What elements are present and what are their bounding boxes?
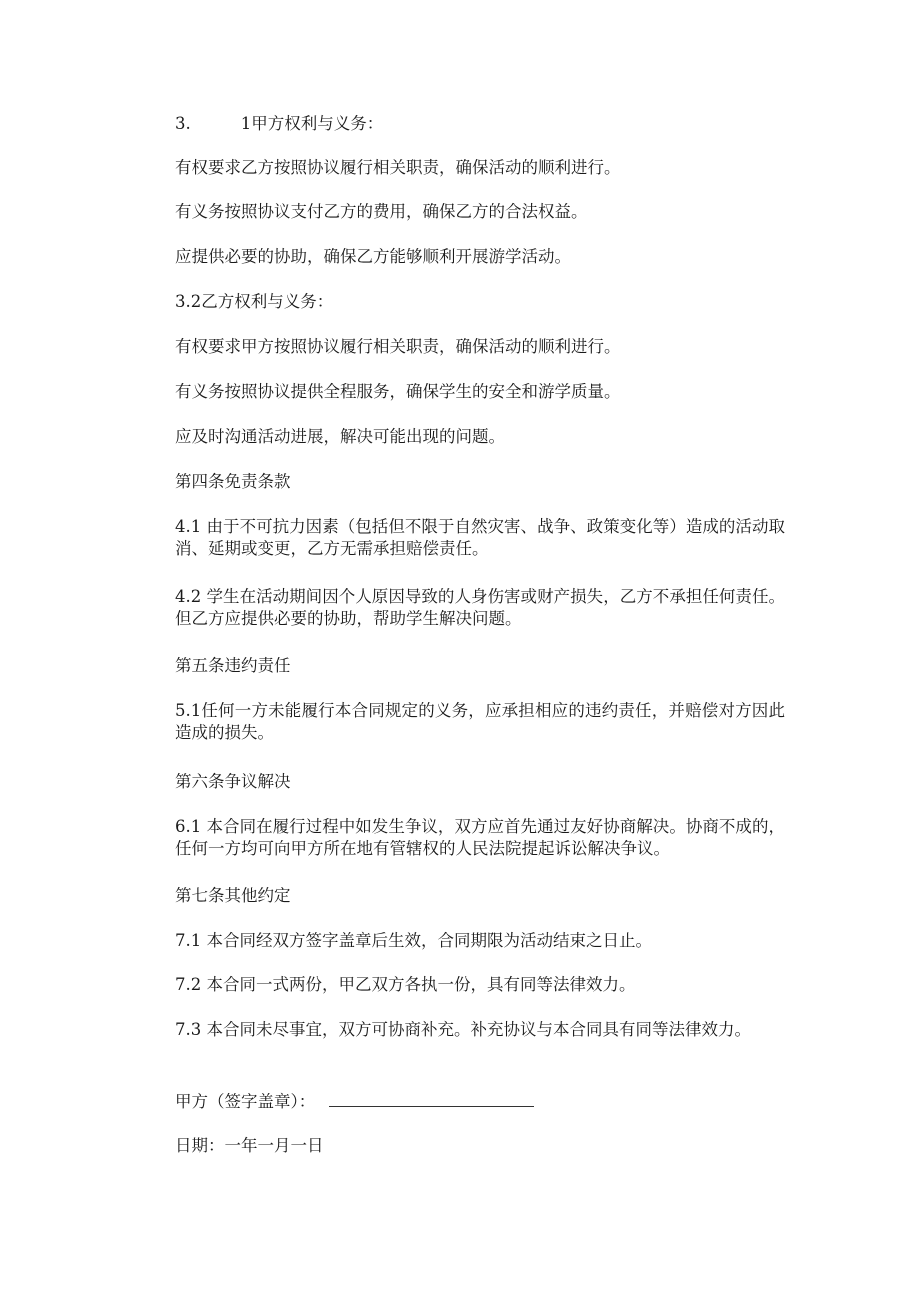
party-a-signature-label: 甲方（签字盖章）： xyxy=(175,1092,316,1111)
party-a-signature xyxy=(175,1091,534,1113)
section4-title: 第四条免责条款 xyxy=(175,472,291,491)
party-a-item: 有义务按照协议支付乙方的费用，确保乙方的合法权益。 xyxy=(175,202,588,221)
party-a-item: 应提供必要的协助，确保乙方能够顺利开展游学活动。 xyxy=(175,247,571,266)
party-b-item: 有权要求甲方按照协议履行相关职责，确保活动的顺利进行。 xyxy=(175,337,621,356)
section3-heading-text: 1甲方权利与义务： xyxy=(240,114,384,133)
section3-heading xyxy=(175,113,383,135)
section5-title: 第五条违约责任 xyxy=(175,656,291,675)
clause-7-2: 7.2 本合同一式两份，甲乙双方各执一份，具有同等法律效力。 xyxy=(175,975,636,994)
clause-6-1: 6.1 本合同在履行过程中如发生争议，双方应首先通过友好协商解决。协商不成的，任何一方均可向甲方所在地有管辖权的人民法院提起诉讼解决争议。 xyxy=(175,817,785,858)
section3-heading-number: 3. xyxy=(175,114,191,133)
clause-7-1: 7.1 本合同经双方签字盖章后生效，合同期限为活动结束之日止。 xyxy=(175,931,652,950)
clause-4-2: 4.2 学生在活动期间因个人原因导致的人身伤害或财产损失，乙方不承担任何责任。但乙方应提供必要的协助，帮助学生解决问题。 xyxy=(175,587,785,628)
clause-7-3: 7.3 本合同未尽事宜，双方可协商补充。补充协议与本合同具有同等法律效力。 xyxy=(175,1020,751,1039)
date-line: 日期：一年一月一日 xyxy=(175,1136,324,1155)
clause-5-1: 5.1任何一方未能履行本合同规定的义务，应承担相应的违约责任，并赔偿对方因此造成的损失。 xyxy=(175,701,785,742)
party-b-item: 有义务按照协议提供全程服务，确保学生的安全和游学质量。 xyxy=(175,382,621,401)
signature-line[interactable] xyxy=(329,1092,534,1107)
section7-title: 第七条其他约定 xyxy=(175,886,291,905)
party-a-item: 有权要求乙方按照协议履行相关职责，确保活动的顺利进行。 xyxy=(175,158,621,177)
clause-4-1: 4.1 由于不可抗力因素（包括但不限于自然灾害、战争、政策变化等）造成的活动取消、延期或变更，乙方无需承担赔偿责任。 xyxy=(175,517,785,558)
section6-title: 第六条争议解决 xyxy=(175,772,291,791)
party-b-heading: 3.2乙方权利与义务： xyxy=(175,292,334,311)
party-b-item: 应及时沟通活动进展，解决可能出现的问题。 xyxy=(175,427,505,446)
